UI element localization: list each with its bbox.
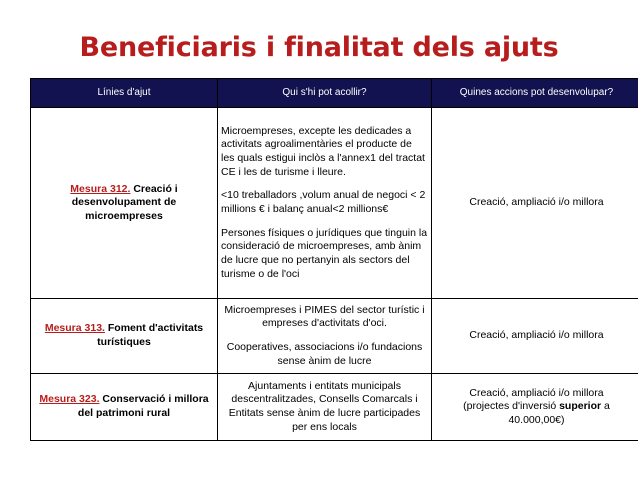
qui-paragraph: Microempreses, excepte les dedicades a activitats agroalimentàries el producte de les quals estigui inclòs a l'annex1 del tractat CE i les de turisme i lleure.: [221, 124, 425, 178]
accions-cell: Creació, ampliació i/o millora: [432, 108, 638, 299]
header-accions: Quines accions pot desenvolupar?: [432, 79, 638, 108]
accions-note-post: a 40.000,00€): [508, 400, 610, 426]
qui-paragraph: <10 treballadors ,volum anual de negoci < 2 millions € i balanç anual<2 millions€: [221, 189, 426, 215]
table-row: [31, 299, 638, 374]
accions-note-pre: (projectes d'inversió: [463, 400, 560, 413]
qui-cell: [218, 374, 432, 441]
mesura-313-text: Foment d'activitats turístiques: [97, 322, 204, 348]
mesura-312-text: Creació i desenvolupament de microempreses: [71, 182, 178, 222]
qui-cell: [218, 299, 432, 374]
mesura-312-link[interactable]: Mesura 312.: [70, 182, 131, 195]
mesura-323-link[interactable]: Mesura 323.: [39, 393, 100, 406]
table-row: [31, 374, 638, 441]
mesura-313-link[interactable]: Mesura 313.: [44, 322, 105, 335]
accions-note-bold: superior: [559, 400, 602, 413]
qui-paragraph: Cooperatives, associacions i/o fundacions sense ànim de lucre: [226, 341, 423, 367]
mesura-cell: [31, 374, 218, 441]
accions-line: Creació, ampliació i/o millora: [469, 386, 604, 399]
table-row: [31, 108, 638, 299]
mesura-cell: [31, 299, 218, 374]
accions-note: [435, 400, 638, 427]
aid-table: [30, 78, 638, 441]
header-qui-pot-acollir: Qui s'hi pot acollir?: [218, 79, 432, 108]
mesura-cell: [31, 108, 218, 299]
qui-paragraph: Ajuntaments i entitats municipals descentralitzades, Consells Comarcals i Entitats sense ànim de lucre participades per ens locals: [228, 379, 421, 433]
table-header-row: [31, 79, 638, 108]
qui-cell: [218, 108, 432, 299]
qui-paragraph: Persones físiques o jurídiques que tinguin la consideració de microempreses, amb ànim de lucre que no pertanyin als sectors del turisme o de l'oci: [221, 226, 428, 280]
accions-cell: Creació, ampliació i/o millora: [432, 299, 638, 374]
mesura-323-text: Conservació i millora del patrimoni rural: [77, 393, 209, 419]
qui-paragraph: Microempreses i PIMES del sector turístic i empreses d'activitats d'oci.: [224, 303, 425, 330]
accions-cell: [432, 374, 638, 441]
page-title: Beneficiaris i finalitat dels ajuts: [79, 32, 559, 63]
header-linies-ajut: Línies d'ajut: [31, 79, 218, 108]
